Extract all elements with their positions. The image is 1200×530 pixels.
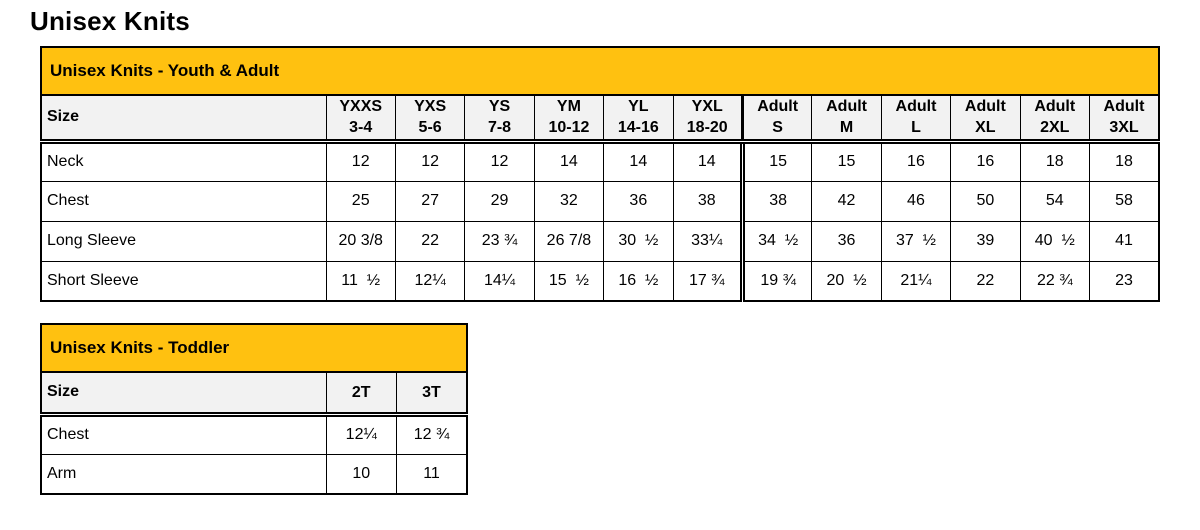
data-cell: 29 (465, 181, 534, 221)
data-cell: 12¼ (395, 261, 464, 301)
data-cell: 12 (395, 141, 464, 181)
row-label: Chest (41, 181, 326, 221)
data-cell: 23 (1089, 261, 1159, 301)
data-cell: 16 ½ (604, 261, 673, 301)
row-label: Arm (41, 454, 326, 494)
data-cell: 22 (951, 261, 1020, 301)
header-line: YM (556, 98, 581, 116)
column-header-yxl (673, 95, 742, 141)
header-line: Adult (1034, 98, 1076, 116)
data-cell: 25 (326, 181, 395, 221)
column-header-ym (534, 95, 603, 141)
data-cell: 40 ½ (1020, 221, 1089, 261)
size-column-header: Size (41, 95, 326, 141)
header-line: 18-20 (686, 119, 728, 137)
header-line: Adult (826, 98, 867, 116)
data-cell: 23 ¾ (465, 221, 534, 261)
data-cell: 15 (742, 141, 811, 181)
data-cell: 16 (951, 141, 1020, 181)
header-line: 2XL (1040, 119, 1070, 137)
header-line: S (772, 119, 783, 137)
header-line: YXXS (339, 98, 383, 116)
data-cell: 32 (534, 181, 603, 221)
header-line: YL (628, 98, 649, 116)
header-line: 3-4 (349, 119, 373, 137)
column-header-ys (465, 95, 534, 141)
size-column-header: Size (41, 372, 326, 414)
data-cell: 34 ½ (742, 221, 811, 261)
header-line: Adult (757, 98, 799, 116)
toddler-banner: Unisex Knits - Toddler (40, 323, 468, 373)
table-row-short-sleeve (41, 261, 1159, 301)
column-header-yxxs (326, 95, 395, 141)
data-cell: 37 ½ (881, 221, 950, 261)
data-cell: 19 ¾ (742, 261, 811, 301)
column-header-adult-m (812, 95, 881, 141)
table-row-neck (41, 141, 1159, 181)
data-cell: 14 (673, 141, 742, 181)
data-cell: 12 ¾ (397, 414, 468, 454)
header-row (41, 372, 467, 414)
column-header-3t (397, 372, 468, 414)
data-cell: 42 (812, 181, 881, 221)
data-cell: 14 (604, 141, 673, 181)
data-cell: 15 (812, 141, 881, 181)
data-cell: 58 (1089, 181, 1159, 221)
toddler-size-chart (40, 323, 468, 495)
table-row-long-sleeve (41, 221, 1159, 261)
header-line: Adult (895, 98, 937, 116)
data-cell: 22 (395, 221, 464, 261)
youth-adult-banner: Unisex Knits - Youth & Adult (40, 46, 1160, 96)
data-cell: 46 (881, 181, 950, 221)
row-label: Short Sleeve (41, 261, 326, 301)
header-line: 10-12 (548, 119, 590, 137)
column-header-adult-s (742, 95, 811, 141)
data-cell: 16 (881, 141, 950, 181)
data-cell: 36 (604, 181, 673, 221)
page-title: Unisex Knits (30, 6, 190, 36)
header-line: 14-16 (617, 119, 659, 137)
data-cell: 14 (534, 141, 603, 181)
header-line: L (911, 119, 921, 137)
column-header-yxs (395, 95, 464, 141)
data-cell: 20 ½ (812, 261, 881, 301)
data-cell: 18 (1089, 141, 1159, 181)
column-header-yl (604, 95, 673, 141)
header-line: Adult (964, 98, 1006, 116)
row-label: Neck (41, 141, 326, 181)
toddler-table (40, 371, 468, 495)
data-cell: 15 ½ (534, 261, 603, 301)
column-header-adult-3xl (1089, 95, 1159, 141)
data-cell: 11 ½ (326, 261, 395, 301)
row-label: Long Sleeve (41, 221, 326, 261)
header-row (41, 95, 1159, 141)
header-line: 5-6 (418, 119, 442, 137)
youth-adult-table (40, 94, 1160, 302)
header-line: 3T (422, 383, 441, 401)
table-row-chest (41, 181, 1159, 221)
column-header-2t (326, 372, 397, 414)
header-line: YS (488, 98, 511, 116)
column-header-adult-2xl (1020, 95, 1089, 141)
data-cell: 41 (1089, 221, 1159, 261)
data-cell: 27 (395, 181, 464, 221)
header-line: YXL (691, 98, 723, 116)
data-cell: 17 ¾ (673, 261, 742, 301)
header-line: YXS (414, 98, 447, 116)
data-cell: 20 3/8 (326, 221, 395, 261)
data-cell: 36 (812, 221, 881, 261)
data-cell: 30 ½ (604, 221, 673, 261)
data-cell: 12¼ (326, 414, 397, 454)
data-cell: 22 ¾ (1020, 261, 1089, 301)
data-cell: 38 (673, 181, 742, 221)
column-header-adult-xl (951, 95, 1020, 141)
header-line: 7-8 (487, 119, 512, 137)
data-cell: 39 (951, 221, 1020, 261)
data-cell: 54 (1020, 181, 1089, 221)
header-line: XL (975, 119, 996, 137)
data-cell: 21¼ (881, 261, 950, 301)
data-cell: 18 (1020, 141, 1089, 181)
data-cell: 11 (397, 454, 468, 494)
data-cell: 14¼ (465, 261, 534, 301)
data-cell: 50 (951, 181, 1020, 221)
data-cell: 12 (465, 141, 534, 181)
column-header-adult-l (881, 95, 950, 141)
data-cell: 38 (742, 181, 811, 221)
youth-adult-size-chart (40, 46, 1160, 302)
data-cell: 26 7/8 (534, 221, 603, 261)
header-line: Adult (1103, 98, 1145, 116)
data-cell: 33¼ (673, 221, 742, 261)
table-row-arm (41, 454, 467, 494)
table-row-chest (41, 414, 467, 454)
header-line: 2T (351, 383, 371, 401)
row-label: Chest (41, 414, 326, 454)
header-line: M (839, 119, 854, 137)
header-line: 3XL (1109, 119, 1139, 137)
data-cell: 12 (326, 141, 395, 181)
data-cell: 10 (326, 454, 397, 494)
